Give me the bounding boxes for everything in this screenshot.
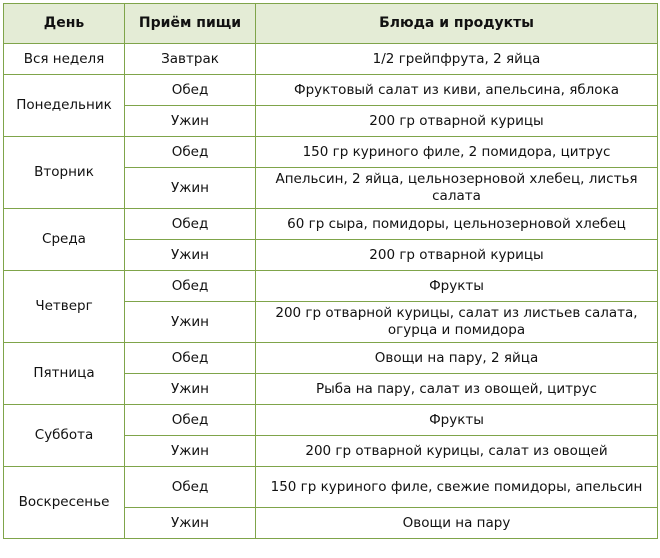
food-cell: Рыба на пару, салат из овощей, цитрус (256, 374, 658, 405)
day-cell: Пятница (4, 343, 125, 405)
food-cell: 60 гр сыра, помидоры, цельнозерновой хлебец (256, 209, 658, 240)
day-cell: Вторник (4, 137, 125, 209)
table-row (4, 44, 658, 75)
meal-cell: Обед (125, 75, 256, 106)
day-cell: Вся неделя (4, 44, 125, 75)
meal-cell: Ужин (125, 436, 256, 467)
food-cell: Фрукты (256, 405, 658, 436)
meal-cell: Обед (125, 271, 256, 302)
meal-cell: Ужин (125, 240, 256, 271)
meal-cell: Завтрак (125, 44, 256, 75)
day-cell: Суббота (4, 405, 125, 467)
day-cell: Среда (4, 209, 125, 271)
day-cell: Воскресенье (4, 467, 125, 539)
meal-cell: Обед (125, 137, 256, 168)
meal-cell: Обед (125, 209, 256, 240)
diet-table (3, 3, 658, 539)
meal-cell: Ужин (125, 168, 256, 209)
header-meal: Приём пищи (125, 4, 256, 44)
food-cell: Апельсин, 2 яйца, цельнозерновой хлебец, листья салата (256, 168, 658, 209)
food-cell: Овощи на пару, 2 яйца (256, 343, 658, 374)
table-row (4, 271, 658, 302)
food-cell: Фруктовый салат из киви, апельсина, яблока (256, 75, 658, 106)
header-day: День (4, 4, 125, 44)
food-cell: 200 гр отварной курицы (256, 106, 658, 137)
table-row (4, 405, 658, 436)
food-cell: 200 гр отварной курицы (256, 240, 658, 271)
meal-cell: Обед (125, 405, 256, 436)
meal-cell: Ужин (125, 374, 256, 405)
day-cell: Четверг (4, 271, 125, 343)
table-row (4, 75, 658, 106)
header-food: Блюда и продукты (256, 4, 658, 44)
table-row (4, 209, 658, 240)
meal-cell: Ужин (125, 508, 256, 539)
table-row (4, 343, 658, 374)
food-cell: 150 гр куриного филе, свежие помидоры, апельсин (256, 467, 658, 508)
food-cell: Фрукты (256, 271, 658, 302)
meal-cell: Ужин (125, 302, 256, 343)
food-cell: 150 гр куриного филе, 2 помидора, цитрус (256, 137, 658, 168)
food-cell: Овощи на пару (256, 508, 658, 539)
food-cell: 1/2 грейпфрута, 2 яйца (256, 44, 658, 75)
header-row (4, 4, 658, 44)
day-cell: Понедельник (4, 75, 125, 137)
meal-cell: Обед (125, 343, 256, 374)
meal-cell: Обед (125, 467, 256, 508)
table-row (4, 467, 658, 508)
table-row (4, 137, 658, 168)
food-cell: 200 гр отварной курицы, салат из листьев салата, огурца и помидора (256, 302, 658, 343)
meal-cell: Ужин (125, 106, 256, 137)
food-cell: 200 гр отварной курицы, салат из овощей (256, 436, 658, 467)
